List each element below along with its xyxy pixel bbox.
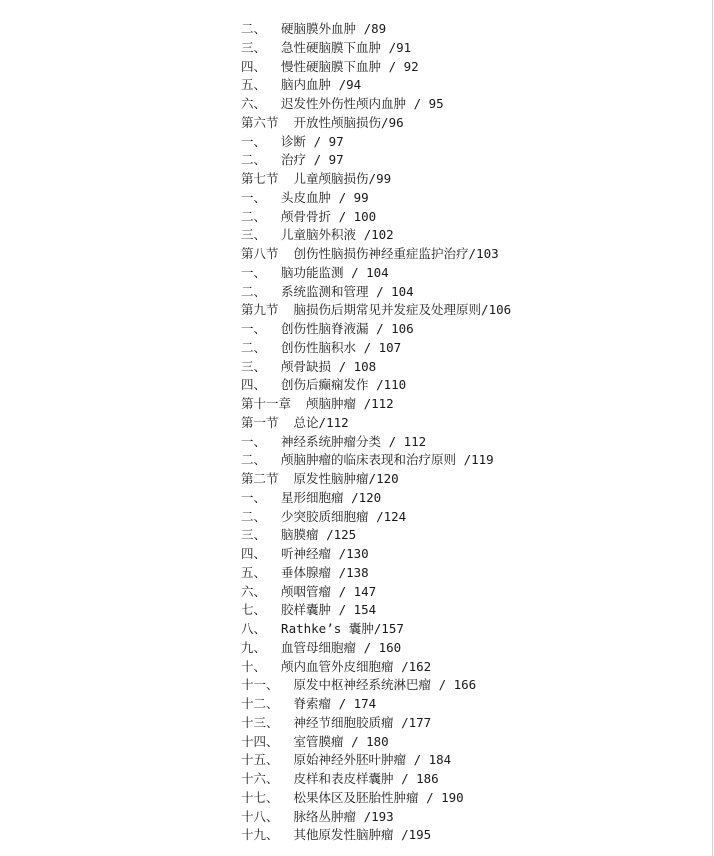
toc-entry: 十、 颅内血管外皮细胞瘤 /162 (241, 658, 432, 674)
toc-entry: 二、 硬脑膜外血肿 /89 (241, 21, 387, 36)
toc-entry: 一、 创伤性脑脊液漏 / 106 (241, 321, 414, 336)
toc-entry: 七、 胶样囊肿 / 154 (241, 602, 377, 618)
table-of-contents (241, 20, 511, 845)
toc-entry: 四、 慢性硬脑膜下血肿 / 92 (241, 58, 419, 74)
toc-entry: 五、 垂体腺瘤 /138 (241, 564, 369, 580)
toc-entry: 二、 治疗 / 97 (241, 152, 344, 168)
toc-entry: 三、 儿童脑外积液 /102 (241, 227, 394, 243)
toc-entry: 十五、 原始神经外胚叶肿瘤 / 184 (241, 752, 452, 768)
toc-entry: 十六、 皮样和表皮样囊肿 / 186 (241, 771, 439, 786)
toc-entry: 十一、 原发中枢神经系统淋巴瘤 / 166 (241, 677, 477, 693)
toc-entry: 二、 系统监测和管理 / 104 (241, 283, 414, 299)
toc-entry: 三、 急性硬脑膜下血肿 /91 (241, 39, 412, 55)
toc-entry: 第九节 脑损伤后期常见并发症及处理原则/106 (241, 302, 512, 318)
toc-entry: 三、 脑膜瘤 /125 (241, 527, 357, 543)
toc-entry: 第二节 原发性脑肿瘤/120 (241, 471, 399, 486)
toc-entry: 第八节 创伤性脑损伤神经重症监护治疗/103 (241, 246, 499, 261)
toc-entry: 二、 创伤性脑积水 / 107 (241, 339, 402, 355)
toc-entry: 九、 血管母细胞瘤 / 160 (241, 639, 402, 655)
toc-entry: 十八、 脉络丛肿瘤 /193 (241, 808, 394, 824)
toc-entry: 二、 颅骨骨折 / 100 (241, 208, 377, 224)
toc-entry: 二、 颅脑肿瘤的临床表现和治疗原则 /119 (241, 452, 494, 468)
toc-entry: 十三、 神经节细胞胶质瘤 /177 (241, 714, 432, 730)
toc-entry: 第七节 儿童颅脑损伤/99 (241, 171, 392, 186)
toc-entry: 第十一章 颅脑肿瘤 /112 (241, 396, 394, 411)
toc-entry: 第六节 开放性颅脑损伤/96 (241, 114, 404, 130)
toc-entry: 一、 星形细胞瘤 /120 (241, 489, 382, 505)
toc-entry: 一、 脑功能监测 / 104 (241, 264, 389, 280)
toc-entry: 十四、 室管膜瘤 / 180 (241, 733, 389, 749)
toc-entry: 六、 迟发性外伤性颅内血肿 / 95 (241, 96, 444, 111)
toc-entry: 十七、 松果体区及胚胎性肿瘤 / 190 (241, 789, 464, 805)
toc-entry: 二、 少突胶质细胞瘤 /124 (241, 508, 407, 524)
toc-entry: 四、 创伤后癫痫发作 /110 (241, 377, 407, 393)
toc-entry: 十九、 其他原发性脑肿瘤 /195 (241, 827, 432, 843)
toc-entry: 十二、 脊索瘤 / 174 (241, 696, 377, 711)
toc-entry: 第一节 总论/112 (241, 414, 349, 430)
toc-entry: 一、 诊断 / 97 (241, 133, 344, 149)
toc-entry: 一、 头皮血肿 / 99 (241, 189, 369, 205)
toc-entry: 六、 颅咽管瘤 / 147 (241, 583, 377, 599)
toc-entry: 八、 Rathke’s 囊肿/157 (241, 621, 404, 636)
toc-entry: 一、 神经系统肿瘤分类 / 112 (241, 433, 427, 449)
toc-entry: 五、 脑内血肿 /94 (241, 77, 362, 93)
toc-entry: 三、 颅骨缺损 / 108 (241, 358, 377, 374)
toc-entry: 四、 听神经瘤 /130 (241, 546, 369, 561)
